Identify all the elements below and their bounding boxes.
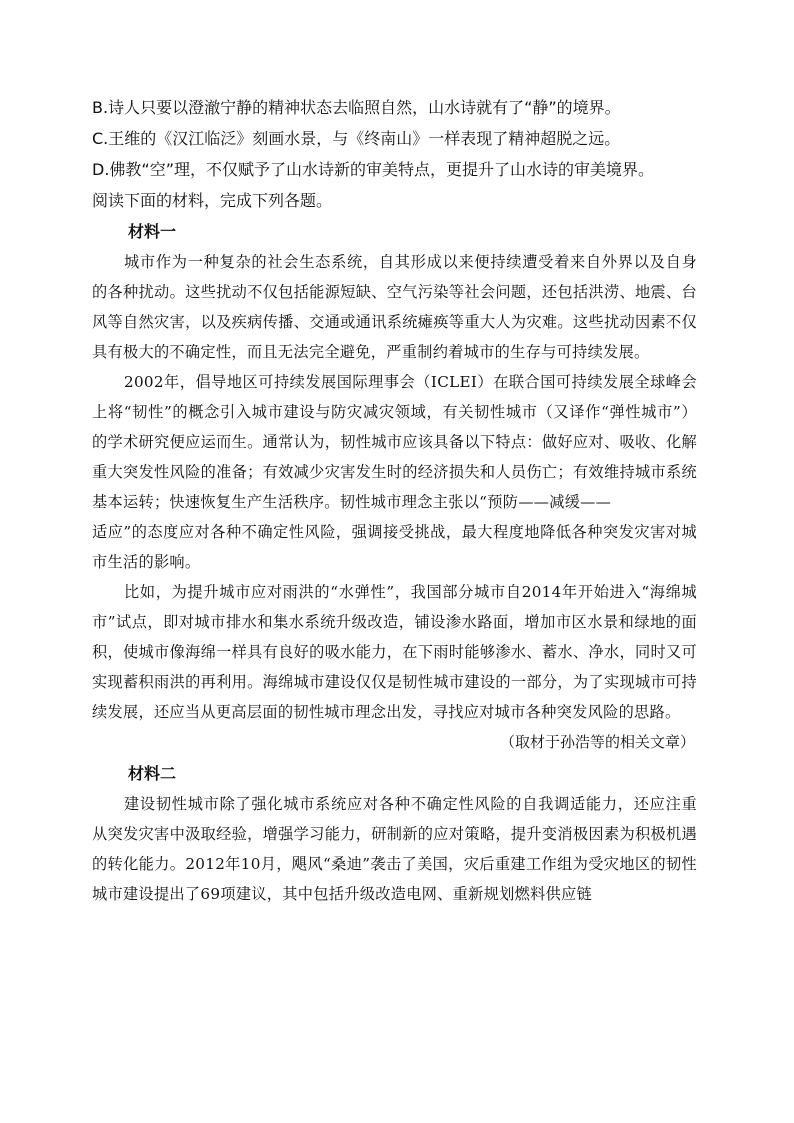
material-one-source: （取材于孙浩等的相关文章） — [499, 733, 695, 751]
material-one-paragraph-2: 2002年，倡导地区可持续发展国际理事会（ICLEI）在联合国可持续发展全球峰会上将“韧性”的概念引入城市建设与防灾减灾领域，有关韧性城市（又译作“弹性城市”）的学术研究便应运而生。通常认为，韧性城市应该具备以下特点：做好应对、吸收、化解重大突发性风险的准备；有效减少灾害发生时的经济损失和人员伤亡；有效维持城市系统基本运转；快速恢复生产生活秩序。韧性城市理念主张以“预防——减缓—— — [92, 373, 697, 511]
material-two-title: 材料二 — [128, 764, 177, 783]
material-one-paragraph-1: 城市作为一种复杂的社会生态系统，自其形成以来便持续遭受着来自外界以及自身的各种扰动。这些扰动不仅包括能源短缺、空气污染等社会问题，还包括洪涝、地震、台风等自然灾害，以及疾病传播、交通或通讯系统瘫痪等重大人为灾难。这些扰动因素不仅具有极大的不确定性，而且无法完全避免，严重制约着城市的生存与可持续发展。 — [92, 253, 697, 361]
option-b: B.诗人只要以澄澈宁静的精神状态去临照自然，山水诗就有了“静”的境界。 — [92, 98, 621, 117]
document-page — [92, 92, 697, 909]
option-d: D.佛教“空”理，不仅赋予了山水诗新的审美特点，更提升了山水诗的审美境界。 — [92, 160, 654, 179]
reading-instruction: 阅读下面的材料，完成下列各题。 — [92, 191, 333, 210]
material-one-paragraph-2-continued: 适应”的态度应对各种不确定性风险，强调接受挑战，最大程度地降低各种突发灾害对城市生活的影响。 — [92, 523, 697, 571]
material-one-paragraph-3: 比如，为提升城市应对雨洪的“水弹性”，我国部分城市自2014年开始进入“海绵城市”试点，即对城市排水和集水系统升级改造，铺设渗水路面，增加市区水景和绿地的面积，使城市像海绵一样具有良好的吸水能力，在下雨时能够渗水、蓄水、净水，同时又可实现蓄积雨洪的再利用。海绵城市建设仅仅是韧性城市建设的一部分，为了实现城市可持续发展，还应当从更高层面的韧性城市理念出发，寻找应对城市各种突发风险的思路。 — [92, 583, 697, 721]
material-one-title: 材料一 — [128, 222, 177, 241]
material-two-paragraph-1: 建设韧性城市除了强化城市系统应对各种不确定性风险的自我调适能力，还应注重从突发灾害中汲取经验，增强学习能力，研制新的应对策略，提升变消极因素为积极机遇的转化能力。2012年10月，飓风“桑迪”袭击了美国，灾后重建工作组为受灾地区的韧性城市建设提出了69项建议，其中包括升级改造电网、重新规划燃料供应链 — [92, 795, 697, 903]
option-c: C.王维的《汉江临泛》刻画水景，与《终南山》一样表现了精神超脱之远。 — [92, 129, 621, 148]
